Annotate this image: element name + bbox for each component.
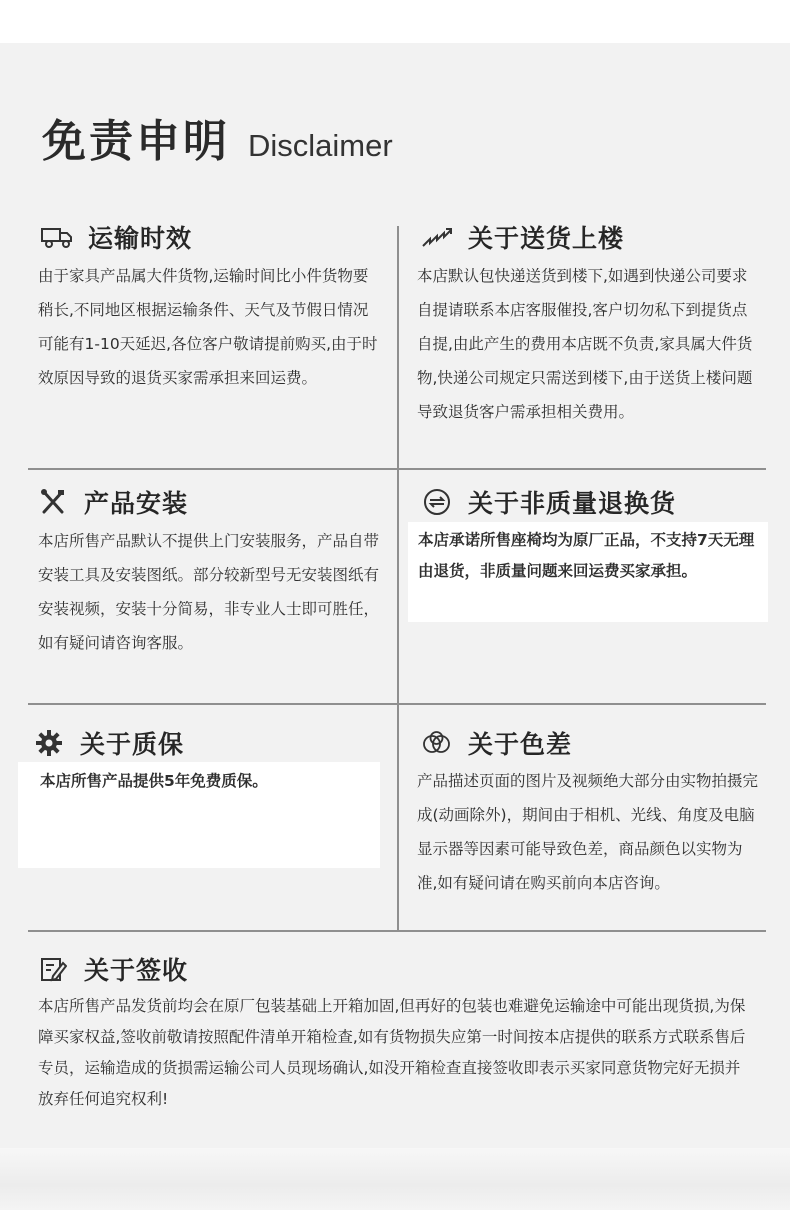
- exchange-icon: [420, 487, 454, 517]
- stairs-icon: [420, 222, 454, 252]
- page-title: [42, 105, 393, 165]
- installation-text: 本店所售产品默认不提供上门安装服务，产品自带安装工具及安装图纸。部分较新型号无安装图纸有安装视频，安装十分简易，非专业人士即可胜任，如有疑问请咨询客服。: [38, 532, 380, 652]
- shipping-heading: [40, 219, 192, 255]
- truck-icon: [40, 222, 74, 252]
- returns-title: 关于非质量退换货: [468, 489, 677, 518]
- color-title: 关于色差: [468, 730, 573, 759]
- receipt-heading: [36, 951, 188, 987]
- installation-heading: [36, 484, 188, 520]
- title-chinese: 免责申明: [42, 116, 230, 167]
- receipt-text: 本店所售产品发货前均会在原厂包装基础上开箱加固,但再好的包装也难避免运输途中可能出现货损,为保障买家权益,签收前敬请按照配件清单开箱检查,如有货物损失应第一时间按本店提供的联系方式联系售后专员，运输造成的货损需运输公司人员现场确认,如没开箱检查直接签收即表示买家同意货物完好无损并放弃任何追究权利!: [38, 997, 746, 1108]
- installation-title: 产品安装: [84, 489, 189, 518]
- color-circles-icon: [420, 728, 454, 758]
- returns-text: 本店承诺所售座椅均为原厂正品，不支持7天无理由退货，非质量问题来回运费买家承担。: [418, 531, 755, 580]
- sign-icon: [36, 954, 70, 984]
- tools-icon: [36, 487, 70, 517]
- bottom-strip: [0, 1148, 790, 1210]
- warranty-heading: [32, 725, 184, 761]
- title-english: Disclaimer: [248, 128, 393, 163]
- delivery-text: 本店默认包快递送货到楼下,如遇到快递公司要求自提请联系本店客服催投,客户切勿私下到提货点自提,由此产生的费用本店既不负责,家具属大件货物,快递公司规定只需送到楼下,由于送货上楼问题导致退货客户需承担相关费用。: [417, 267, 753, 421]
- warranty-text: 本店所售产品提供5年免费质保。: [40, 772, 268, 790]
- receipt-title: 关于签收: [84, 956, 189, 985]
- returns-heading: [420, 484, 676, 520]
- delivery-title: 关于送货上楼: [468, 224, 625, 253]
- warranty-title: 关于质保: [80, 730, 185, 759]
- color-heading: [420, 725, 572, 761]
- shipping-text: 由于家具产品属大件货物,运输时间比小件货物要稍长,不同地区根据运输条件、天气及节假日情况可能有1-10天延迟,各位客户敬请提前购买,由于时效原因导致的退货买家需承担来回运费。: [38, 267, 378, 387]
- divider-column: [397, 226, 399, 930]
- gear-icon: [32, 728, 66, 758]
- delivery-heading: [420, 219, 624, 255]
- color-text: 产品描述页面的图片及视频绝大部分由实物拍摄完成(动画除外)，期间由于相机、光线、角度及电脑显示器等因素可能导致色差，商品颜色以实物为准,如有疑问请在购买前向本店咨询。: [417, 772, 759, 892]
- shipping-title: 运输时效: [88, 224, 193, 253]
- divider-row-3: [28, 930, 766, 932]
